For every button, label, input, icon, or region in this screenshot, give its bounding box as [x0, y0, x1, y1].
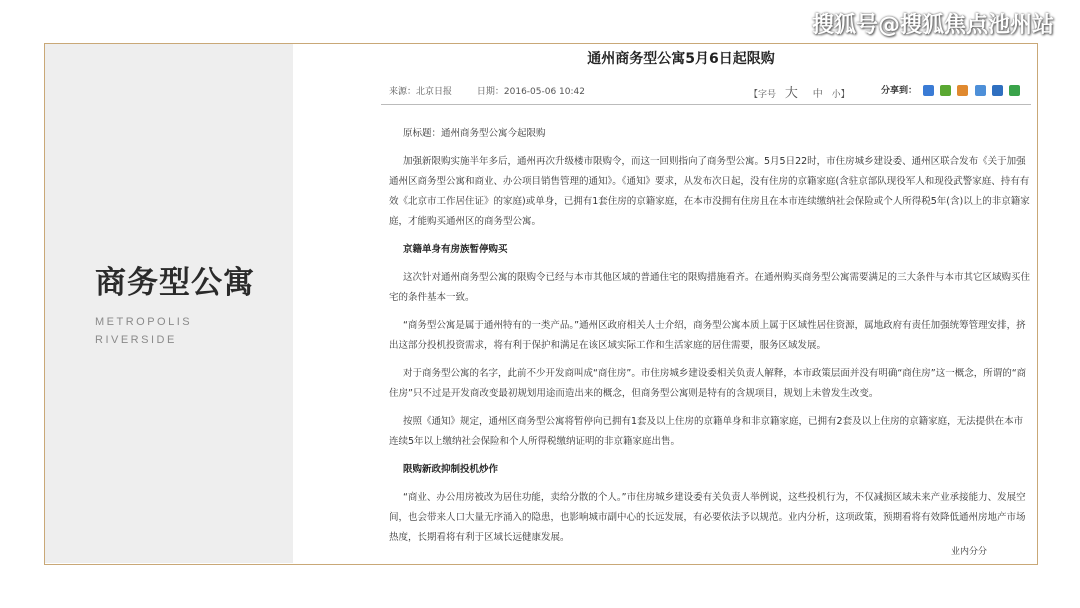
paragraph: 加强新限购实施半年多后，通州再次升级楼市限购令，而这一回则指向了商务型公寓。5月5日22时，市住房城乡建设委、通州区联合发布《关于加强通州区商务型公寓和商业、办公项目销售管理的通知》。《通知》要求，从发布次日起，没有住房的京籍家庭(含驻京部队现役军人和现役武警家庭、持有有效《北京市工作居住证》的家庭)或单身，已拥有1套住房的京籍家庭，在本市没拥有住房且在本市连续缴纳社会保险或个人所得税5年(含)以上的非京籍家庭，才能购买通州区的商务型公寓。: [389, 156, 1030, 227]
share-icon[interactable]: [992, 85, 1003, 96]
section-heading: 京籍单身有房族暂停购买: [403, 244, 508, 255]
font-large-link[interactable]: 大: [784, 86, 798, 101]
share-icon[interactable]: [940, 85, 951, 96]
font-size-control: [749, 82, 850, 101]
article-date: 日期：2016-05-06 10:42: [476, 87, 585, 97]
article-title: 通州商务型公寓5月6日起限购: [587, 51, 775, 67]
share-icon[interactable]: [923, 85, 934, 96]
font-small-link[interactable]: 小】: [831, 90, 850, 100]
font-size-label: 【字号: [749, 90, 777, 100]
divider: [381, 104, 1031, 105]
share-label: 分享到：: [881, 86, 918, 96]
article-screenshot: [341, 44, 1039, 563]
paragraph: “商业、办公用房被改为居住功能，卖给分散的个人。”市住房城乡建设委有关负责人举例说，这些投机行为，不仅减损区域未来产业承接能力、发展空间，也会带来人口大量无序涌入的隐患，也影响城市副中心的长远发展，有必要依法予以规范。业内分析，这项政策，预期看将有效降低通州房地产市场热度，长期看将有利于区域长远健康发展。: [389, 492, 1026, 543]
paragraph: 原标题：通州商务型公寓今起限购: [403, 128, 546, 139]
share-icon[interactable]: [957, 85, 968, 96]
paragraph: “商务型公寓是属于通州特有的一类产品。”通州区政府相关人士介绍，商务型公寓本质上属于区域性居住资源，属地政府有责任加强统筹管理安排，挤出这部分投机投资需求，将有利于保护和满足在该区域实际工作和生活家庭的居住需要，服务区域发展。: [389, 320, 1026, 351]
paragraph: 对于商务型公寓的名字，此前不少开发商叫成“商住房”。市住房城乡建设委相关负责人解释，本市政策层面并没有明确“商住房”这一概念，所谓的“商住房”只不过是开发商改变最初规划用途而造出来的概念，但商务型公寓则是特有的含规项目，规划上未曾发生改变。: [389, 368, 1027, 399]
share-icon[interactable]: [1009, 85, 1020, 96]
share-bar: [881, 83, 1020, 96]
tail-text: 业内分分: [951, 547, 988, 557]
article-source: 来源：北京日报: [389, 87, 453, 97]
section-heading: 限购新政抑制投机炒作: [403, 464, 499, 475]
watermark-text: 搜狐号@搜狐焦点池州站: [812, 13, 1055, 38]
paragraph: 这次针对通州商务型公寓的限购令已经与本市其他区域的普通住宅的限购措施看齐。在通州购买商务型公寓需要满足的三大条件与本市其它区域购买住宅的条件基本一致。: [389, 272, 1031, 303]
panel-subtitle-line1: METROPOLIS: [95, 316, 193, 328]
article-meta: [389, 84, 607, 97]
slide-frame: [44, 43, 1038, 565]
panel-title: 商务型公寓: [95, 265, 255, 301]
share-icon[interactable]: [975, 85, 986, 96]
paragraph: 按照《通知》规定，通州区商务型公寓将暂停向已拥有1套及以上住房的京籍单身和非京籍家庭，已拥有2套及以上住房的京籍家庭，无法提供在本市连续5年以上缴纳社会保险和个人所得税缴纳证明的非京籍家庭出售。: [389, 416, 1024, 447]
panel-subtitle-line2: RIVERSIDE: [95, 334, 177, 346]
article-body: [389, 124, 1031, 556]
font-medium-link[interactable]: 中: [812, 89, 823, 100]
left-panel: [45, 44, 293, 563]
